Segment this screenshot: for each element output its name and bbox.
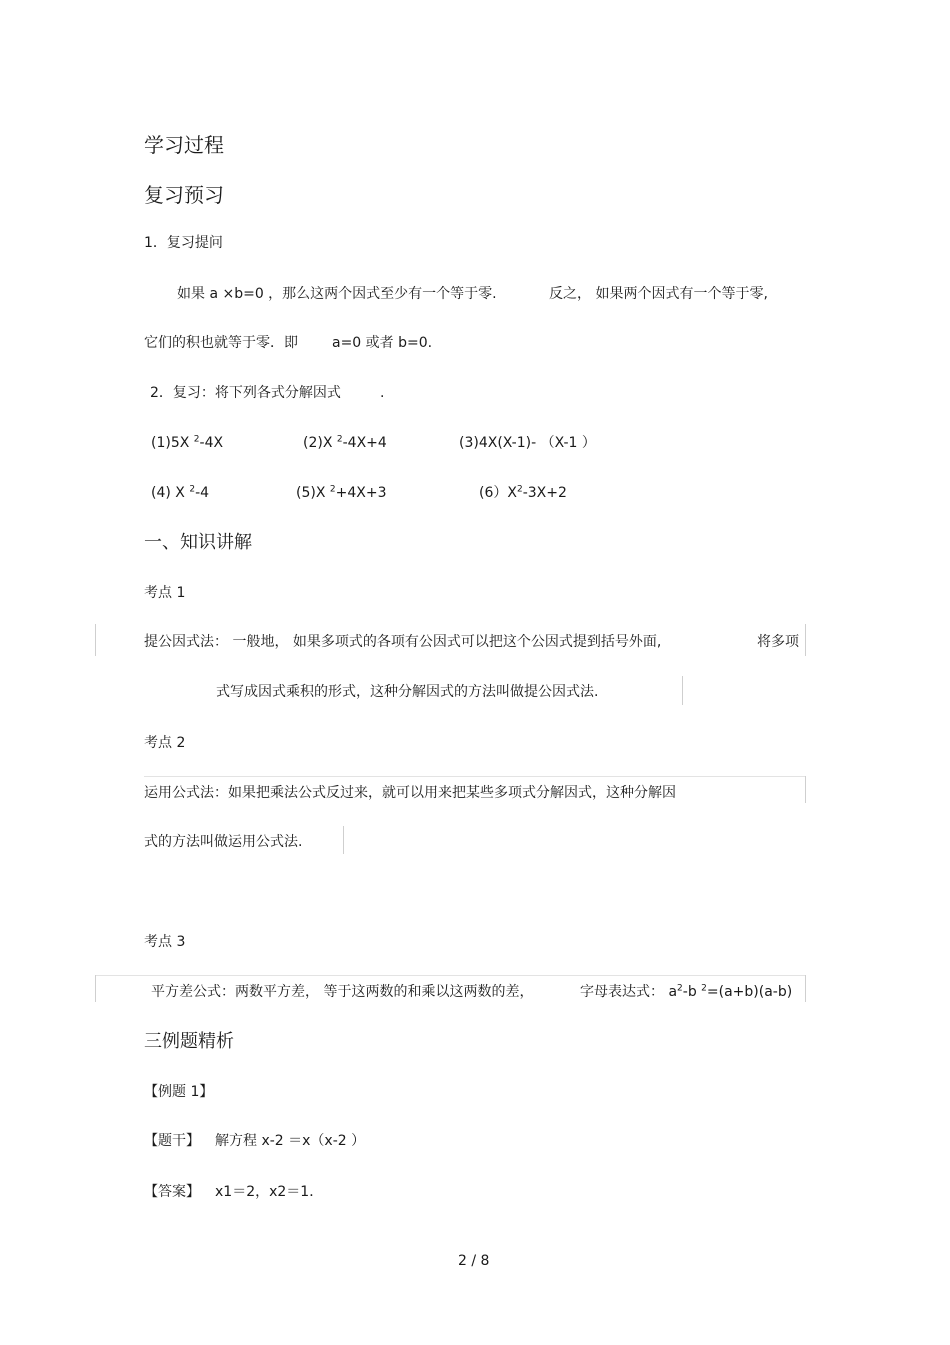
- review-question-2-dot: .: [380, 385, 385, 401]
- point-3-formula: 字母表达式： $a^2-b$ $^2$=(a+b)(a-b): [580, 983, 793, 1000]
- example-1-answer-tag: 【答案】: [144, 1184, 200, 1200]
- table-border: [95, 624, 96, 656]
- table-rule: [144, 776, 805, 777]
- point-1-line1-end: 将多项: [757, 634, 799, 650]
- exercise-4: (4) X $^2$-4: [151, 484, 210, 501]
- point-1-label: 考点 1: [144, 585, 186, 601]
- heading-examples: 三例题精析: [144, 1031, 234, 1052]
- review-question-1-label: 1．复习提问: [144, 235, 223, 251]
- table-rule: [95, 975, 805, 976]
- point-3-label: 考点 3: [144, 934, 186, 950]
- example-1-label: 【例题 1】: [144, 1084, 214, 1100]
- table-border: [343, 826, 344, 854]
- page-number: 2 / 8: [458, 1253, 490, 1269]
- table-border: [95, 975, 96, 1002]
- heading-learning-process: 学习过程: [144, 133, 224, 157]
- example-1-answer: x1＝2，x2＝1．: [215, 1184, 324, 1200]
- point-2-line1: 运用公式法：如果把乘法公式反过来，就可以用来把某些多项式分解因式，这种分解因: [144, 785, 676, 801]
- exercise-2: (2)X $^2$-4X+4: [303, 434, 387, 451]
- exercise-1: (1)5X $^2$-4X: [151, 434, 224, 451]
- review-q1-line1-part1: 如果 a ×b=0 ，那么这两个因式至少有一个等于零.: [177, 286, 497, 302]
- exercise-5: (5)X $^2$+4X+3: [296, 484, 387, 501]
- heading-knowledge: 一、知识讲解: [144, 532, 252, 553]
- table-border: [682, 676, 683, 705]
- review-question-2-label: 2．复习：将下列各式分解因式: [150, 385, 341, 401]
- review-q1-line2-part2: a=0 或者 b=0.: [332, 335, 433, 351]
- point-3-statement: 平方差公式：两数平方差， 等于这两数的和乘以这两数的差，: [151, 984, 534, 1000]
- exercise-3: (3)4X(X-1)- （X-1 ）: [459, 435, 596, 451]
- review-q1-line2-part1: 它们的积也就等于零．即: [144, 335, 298, 351]
- table-border: [805, 975, 806, 1002]
- point-2-line2: 式的方法叫做运用公式法.: [144, 834, 303, 850]
- point-1-line1: 提公因式法： 一般地， 如果多项式的各项有公因式可以把这个公因式提到括号外面,: [144, 634, 662, 650]
- example-1-stem-tag: 【题干】: [144, 1133, 200, 1149]
- point-1-line2: 式写成因式乘积的形式，这种分解因式的方法叫做提公因式法.: [216, 684, 599, 700]
- review-q1-line1-part2: 反之， 如果两个因式有一个等于零,: [549, 286, 768, 302]
- exercise-6: $(6)X^2-3X+2$: [479, 484, 567, 501]
- point-2-label: 考点 2: [144, 735, 186, 751]
- table-border: [805, 624, 806, 656]
- example-1-stem: 解方程 x-2 ＝x（x-2 ）: [215, 1133, 366, 1149]
- table-border: [805, 776, 806, 803]
- heading-review-preview: 复习预习: [144, 183, 224, 207]
